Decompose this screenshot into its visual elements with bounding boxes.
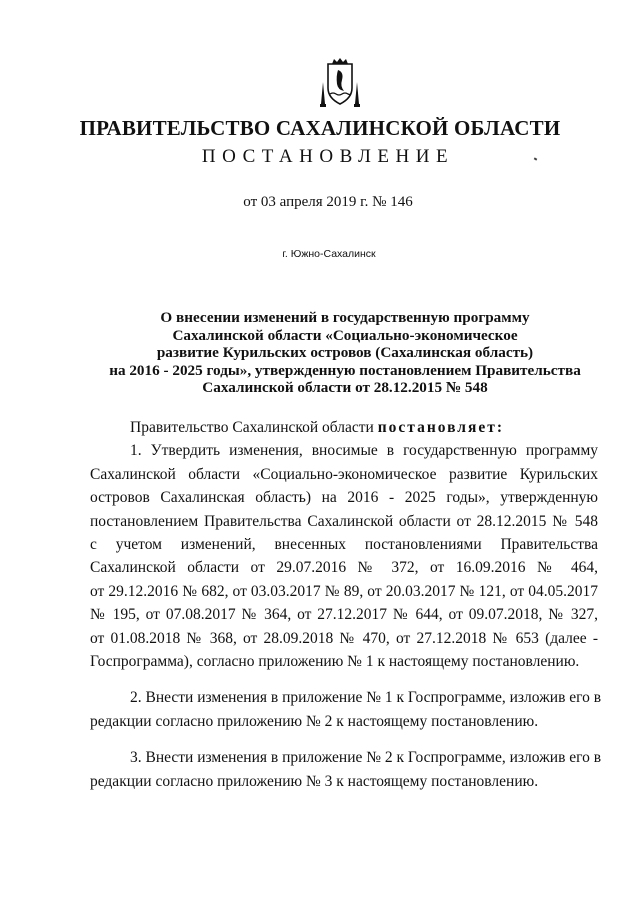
paragraph-1-line: от 01.08.2018 № 368, от 28.09.2018 № 470, от 27.12.2018 № 653 (далее - [90,629,598,647]
paragraph-1-line: Сахалинской области от 29.07.2016 № 372, от 16.09.2016 № 464, [90,559,598,577]
paragraph-1-line: от 29.12.2016 № 682, от 03.03.2017 № 89, от 20.03.2017 № 121, от 04.05.2017 [90,582,598,600]
paragraph-2-line: редакции согласно приложению № 2 к настоящему постановлению. [90,712,539,730]
subject-line: на 2016 - 2025 годы», утвержденную постановлением Правительства [109,361,581,379]
paragraph-1-line: постановлением Правительства Сахалинской области от 28.12.2015 № 548 [90,512,598,530]
preamble-verb: постановляет: [377,419,505,436]
paragraph-2-line: 2. Внести изменения в приложение № 1 к Госпрограмме, изложив его в [130,689,602,707]
subject-line: О внесении изменений в государственную программу [160,309,530,326]
preamble-subject: Правительство Сахалинской области [130,419,374,436]
preamble [90,416,598,439]
paragraph-gap [90,733,598,746]
paragraph-3-line: 3. Внести изменения в приложение № 2 к Госпрограмме, изложив его в [130,749,602,767]
document-place: г. Южно-Сахалинск [282,248,376,260]
paragraph-1-line: № 195, от 07.08.2017 № 364, от 27.12.2017 № 644, от 09.07.2018, № 327, [90,606,598,624]
paragraph-1-line: Госпрограмма), согласно приложению № 1 к настоящему постановлению. [90,653,580,671]
paragraph-3-line: редакции согласно приложению № 3 к настоящему постановлению. [90,772,539,790]
paragraph-gap [90,673,598,686]
subject-line: Сахалинской области от 28.12.2015 № 548 [202,379,488,396]
document-type: ПОСТАНОВЛЕНИЕ [201,146,455,167]
paragraph-1-line: 1. Утвердить изменения, вносимые в государственную программу [130,442,598,460]
document-date-number: от 03 апреля 2019 г. № 146 [243,194,413,210]
subject-line: развитие Курильских островов (Сахалинская область) [156,344,534,361]
document-body [90,416,602,793]
document-subject [90,309,600,397]
paragraph-1-line: с учетом изменений, внесенных постановлениями Правительства [90,536,598,554]
paragraph-1-line: Сахалинской области «Социально-экономическое развитие Курильских [90,465,598,483]
government-title: ПРАВИТЕЛЬСТВО САХАЛИНСКОЙ ОБЛАСТИ [79,116,561,140]
coat-of-arms-icon [318,58,362,108]
subject-line: Сахалинской области «Социально-экономическое [172,326,518,344]
paragraph-1-line: островов Сахалинская область) на 2016 - 2025 годы», утвержденную [90,489,598,507]
